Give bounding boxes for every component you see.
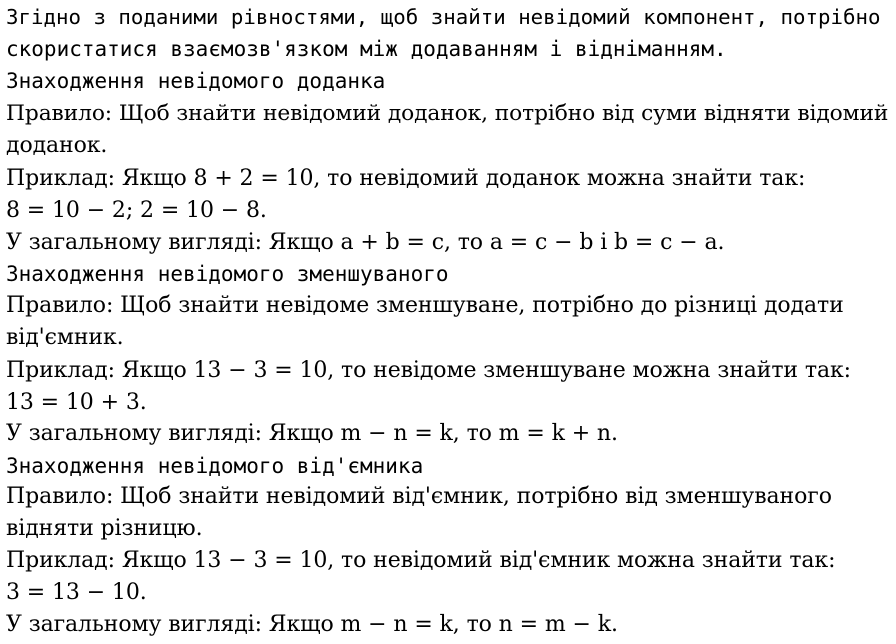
section-example-minuend-line-2: 13 = 10 + 3. [6,390,147,415]
intro-line-2: скористатися взаємозв'язком між додаванням і відніманням. [6,37,727,61]
section-rule-subtrahend-line-2: відняти різницю. [6,516,203,541]
section-example-minuend-line-1: Приклад: Якщо 13 − 3 = 10, то невідоме зменшуване можна знайти так: [6,358,851,383]
section-general-minuend: У загальному вигляді: Якщо m − n = k, то m = k + n. [6,421,618,446]
section-general-subtrahend: У загальному вигляді: Якщо m − n = k, то n = m − k. [6,612,618,637]
section-heading-addend: Знаходження невідомого доданка [6,69,386,93]
section-heading-minuend: Знаходження невідомого зменшуваного [6,262,449,286]
section-rule-subtrahend-line-1: Правило: Щоб знайти невідомий від'ємник, потрібно від зменшуваного [6,484,832,509]
section-general-addend: У загальному вигляді: Якщо a + b = c, то a = c − b і b = c − a. [6,230,725,255]
section-rule-minuend-line-1: Правило: Щоб знайти невідоме зменшуване, потрібно до різниці додати [6,293,844,318]
intro-line-1: Згідно з поданими рівностями, щоб знайти невідомий компонент, потрібно [6,5,881,29]
section-example-addend-line-2: 8 = 10 − 2; 2 = 10 − 8. [6,198,267,223]
section-rule-addend-line-1: Правило: Щоб знайти невідомий доданок, потрібно від суми відняти відомий [6,101,889,126]
section-example-subtrahend-line-2: 3 = 13 − 10. [6,580,147,605]
section-heading-subtrahend: Знаходження невідомого від'ємника [6,454,424,478]
section-example-subtrahend-line-1: Приклад: Якщо 13 − 3 = 10, то невідомий від'ємник можна знайти так: [6,548,836,573]
section-example-addend-line-1: Приклад: Якщо 8 + 2 = 10, то невідомий доданок можна знайти так: [6,166,806,191]
section-rule-minuend-line-2: від'ємник. [6,325,124,350]
section-rule-addend-line-2: доданок. [6,133,108,158]
